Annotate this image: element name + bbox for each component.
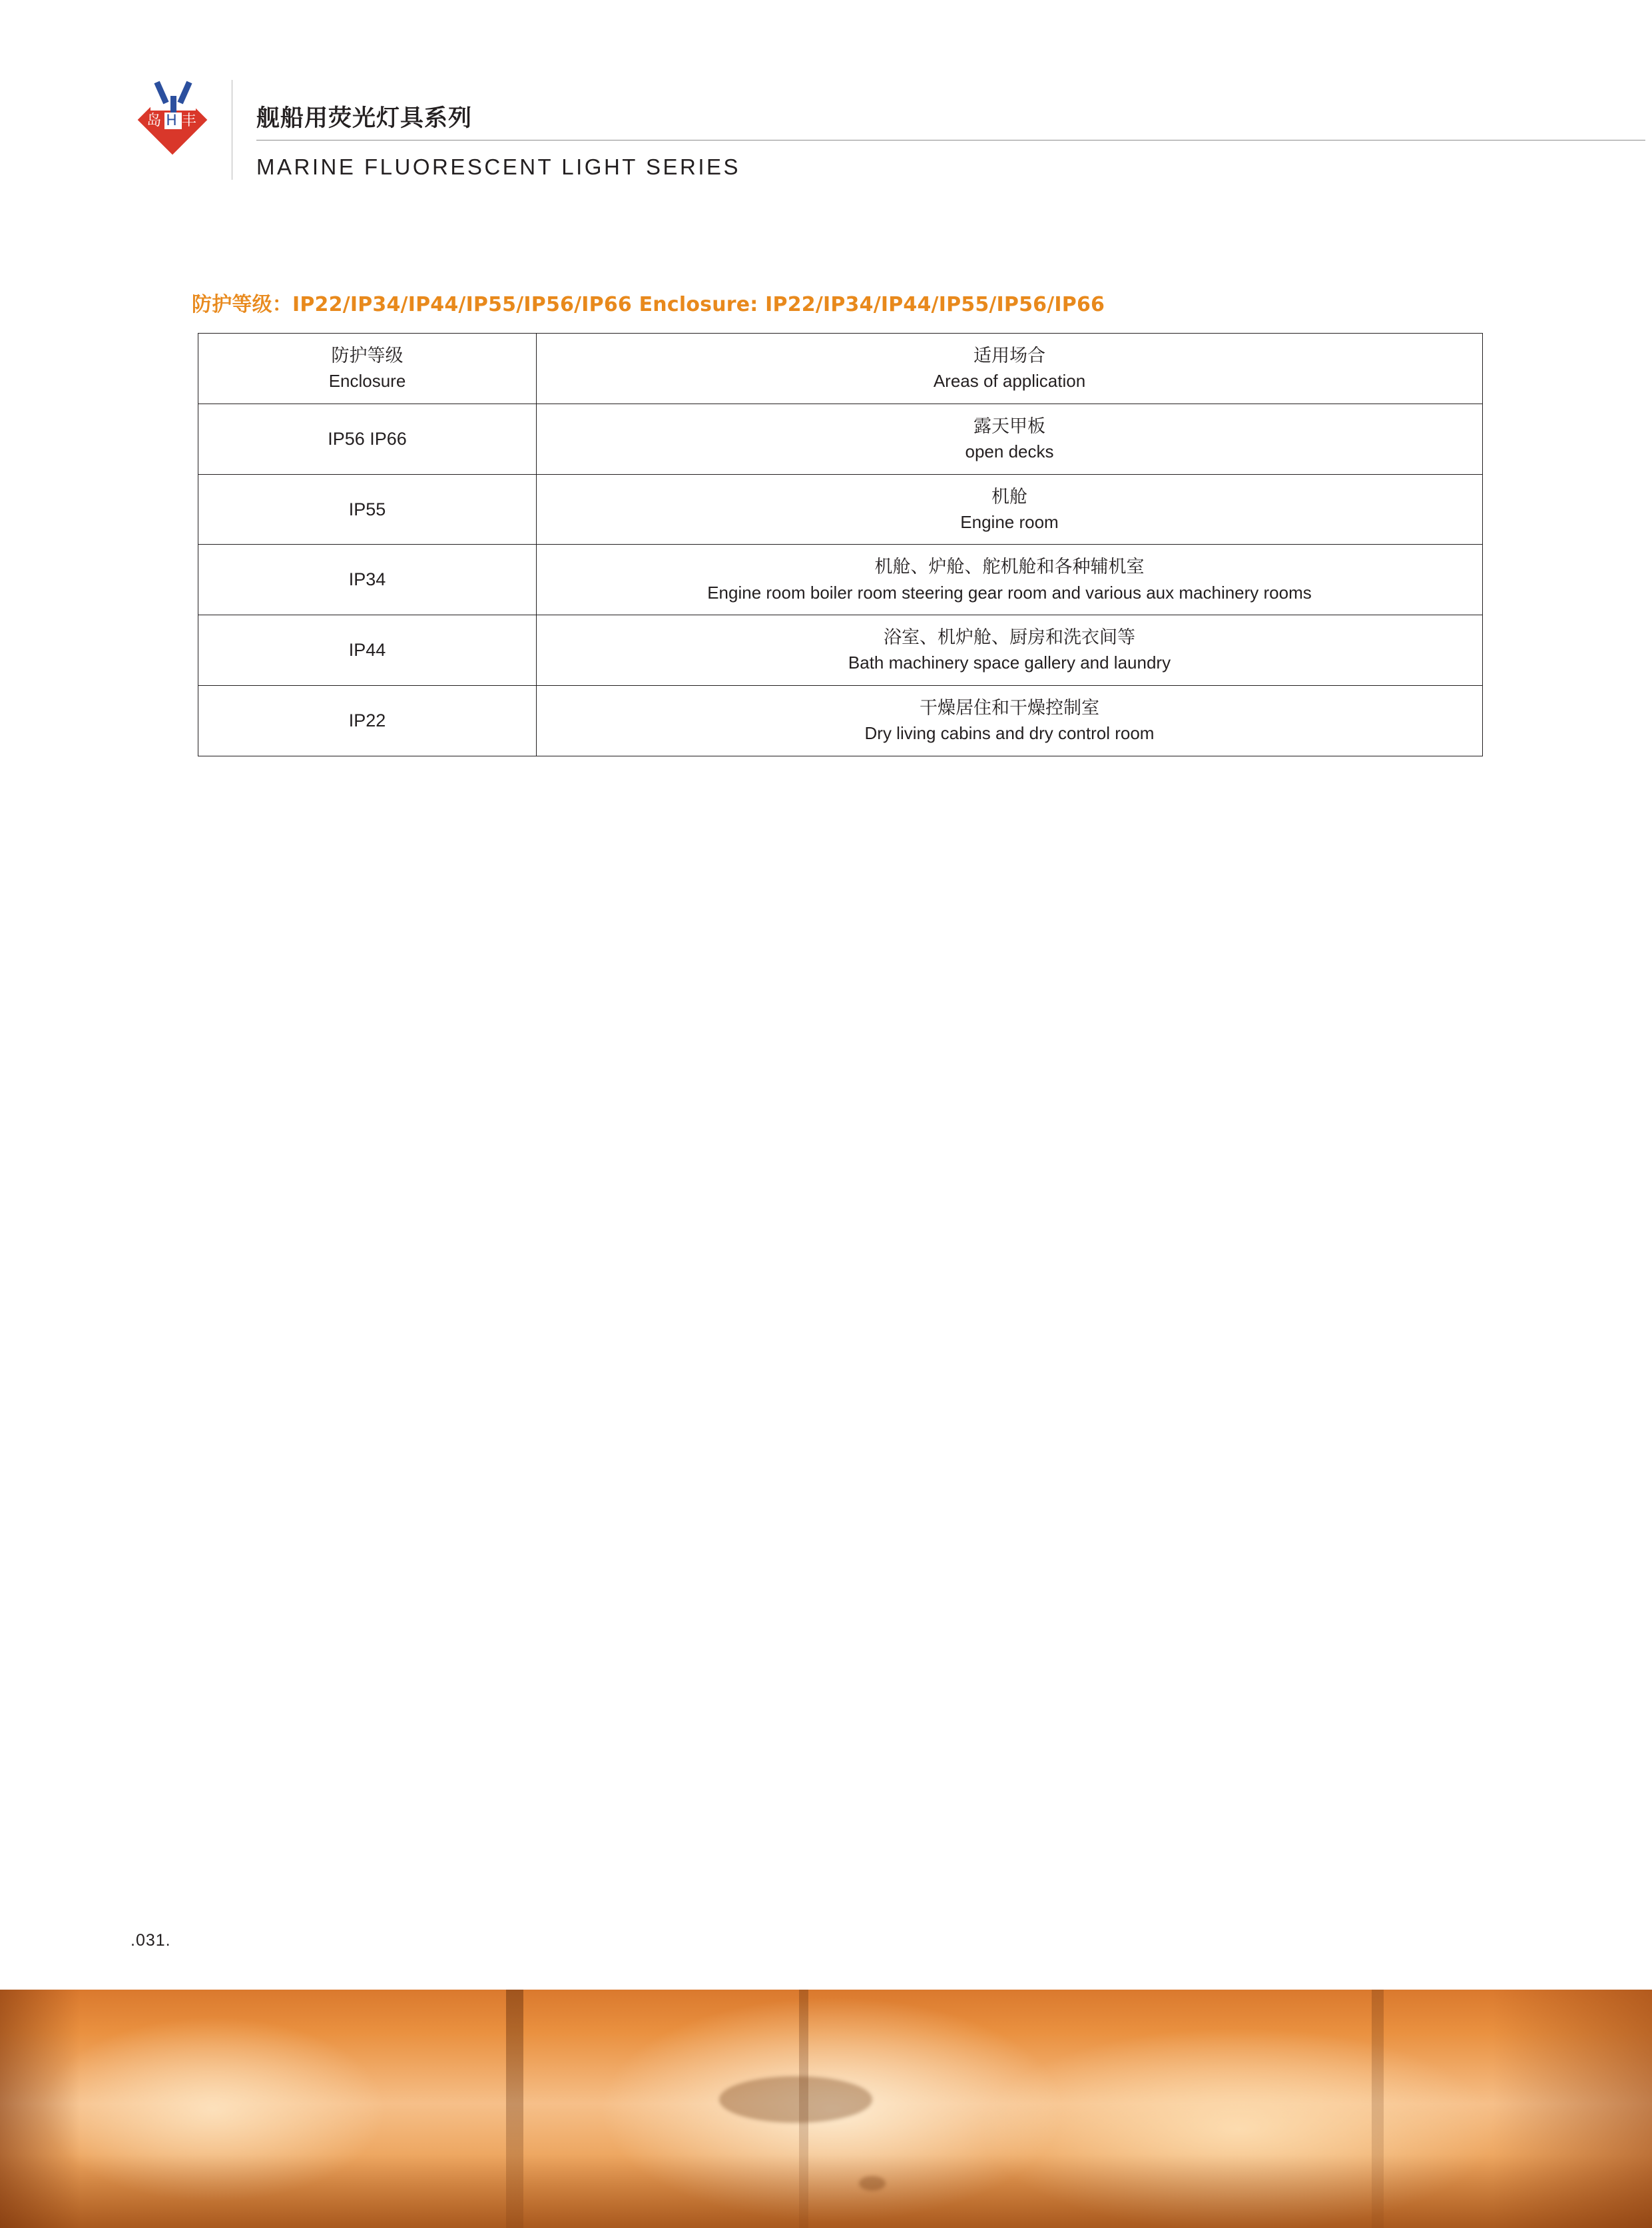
section-heading: 防护等级：IP22/IP34/IP44/IP55/IP56/IP66 Enclosure: IP22/IP34/IP44/IP55/IP56/IP66 bbox=[192, 293, 1105, 316]
table-row bbox=[198, 686, 1483, 756]
company-logo bbox=[123, 80, 223, 173]
footer-decorative-image bbox=[0, 1990, 1652, 2228]
cell-application bbox=[537, 474, 1483, 545]
enclosure-value: IP44 bbox=[348, 640, 386, 661]
cell-application bbox=[537, 404, 1483, 474]
cell-application bbox=[537, 545, 1483, 615]
application-en: Engine room bbox=[960, 511, 1059, 532]
table-header-enclosure-cn: 防护等级 bbox=[331, 346, 404, 366]
cell-enclosure bbox=[198, 474, 537, 545]
cell-enclosure bbox=[198, 615, 537, 686]
application-en: Engine room boiler room steering gear room and various aux machinery rooms bbox=[707, 582, 1312, 603]
cell-application bbox=[537, 686, 1483, 756]
enclosure-value: IP22 bbox=[348, 710, 386, 730]
logo-char-1: 岛 bbox=[146, 113, 165, 129]
application-en: open decks bbox=[965, 441, 1054, 461]
table-header-application-cell bbox=[537, 334, 1483, 404]
enclosure-value: IP34 bbox=[348, 569, 386, 590]
table-header-enclosure-en: Enclosure bbox=[328, 371, 406, 392]
cell-enclosure bbox=[198, 404, 537, 474]
cell-application bbox=[537, 615, 1483, 686]
table-header-enclosure-cell bbox=[198, 334, 537, 404]
page-number: .031. bbox=[131, 1931, 171, 1950]
logo-char-2: H bbox=[166, 113, 180, 129]
enclosure-value: IP55 bbox=[348, 499, 386, 519]
page-header bbox=[123, 80, 1521, 193]
header-title-chinese: 舰船用荧光灯具系列 bbox=[256, 105, 473, 132]
logo-characters bbox=[123, 109, 223, 130]
application-cn: 露天甲板 bbox=[973, 416, 1045, 437]
table-header-row bbox=[198, 334, 1483, 404]
table-row bbox=[198, 545, 1483, 615]
header-title-english: MARINE FLUORESCENT LIGHT SERIES bbox=[256, 154, 741, 179]
table-row bbox=[198, 404, 1483, 474]
table-row bbox=[198, 615, 1483, 686]
cell-enclosure bbox=[198, 545, 537, 615]
application-cn: 机舱 bbox=[991, 486, 1027, 507]
table-header-application-cn: 适用场合 bbox=[973, 346, 1045, 366]
enclosure-value: IP56 IP66 bbox=[328, 428, 407, 449]
logo-char-3: 丰 bbox=[181, 113, 200, 129]
cell-enclosure bbox=[198, 686, 537, 756]
application-en: Bath machinery space gallery and laundry bbox=[848, 653, 1171, 673]
enclosure-application-table bbox=[198, 333, 1483, 756]
table-header-application-en: Areas of application bbox=[933, 371, 1086, 392]
table-row bbox=[198, 474, 1483, 545]
application-cn: 机舱、炉舱、舵机舱和各种辅机室 bbox=[874, 557, 1145, 578]
application-cn: 干燥居住和干燥控制室 bbox=[920, 698, 1099, 719]
application-en: Dry living cabins and dry control room bbox=[864, 723, 1155, 744]
application-cn: 浴室、机炉舱、厨房和洗衣间等 bbox=[884, 627, 1135, 649]
